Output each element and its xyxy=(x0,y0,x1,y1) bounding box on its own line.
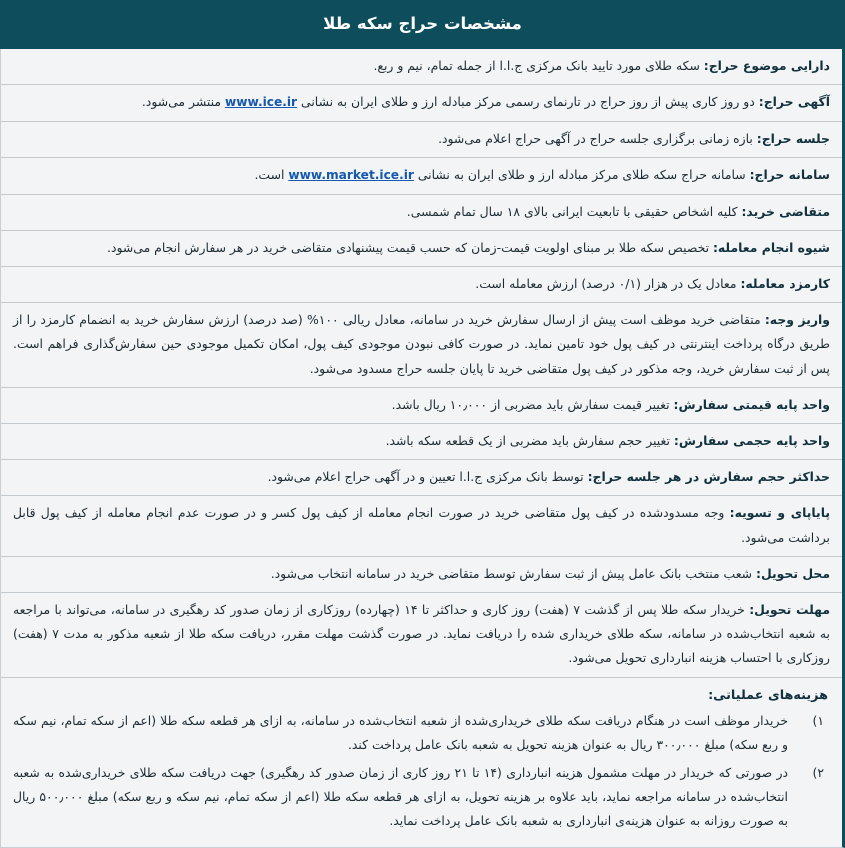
table-row xyxy=(1,388,842,424)
list-item-number: ۲) xyxy=(812,764,824,780)
row-value-after: است. xyxy=(254,166,289,182)
table-row xyxy=(1,496,842,556)
row-value: تغییر حجم سفارش باید مضربی از یک قطعه سکه باشد. xyxy=(385,433,674,449)
row-value: وجه مسدودشده در کیف پول متقاضی خرید در صورت انجام معامله از کیف پول کسر و در صورت عدم انجام معامله از کیف پول قابل برداشت می‌شود. xyxy=(13,505,830,545)
row-label: سامانه حراج: xyxy=(749,166,830,182)
row-label: مهلت تحویل: xyxy=(749,601,830,617)
page-title: مشخصات حراج سکه طلا xyxy=(0,0,845,49)
table-row xyxy=(1,593,842,678)
row-label: جلسه حراج: xyxy=(756,130,830,146)
row-label: واحد پایه قیمتی سفارش: xyxy=(673,396,830,412)
row-value: خریدار سکه طلا پس از گذشت ۷ (هفت) روز کاری و حداکثر تا ۱۴ (چهارده) روزکاری از زمان صدور کد رهگیری در سامانه، می‌تواند با مراجعه به شعبه انتخاب‌شده در سامانه، سکه طلای خریداری شده را دریافت نماید. در صورت گذشت مهلت مقرر، دریافت سکه طلا از شعبه مذکور به مدت ۷ (هفت) روزکاری با احتساب هزینه انبارداری تحویل می‌شود. xyxy=(13,601,830,666)
row-label: واحد پایه حجمی سفارش: xyxy=(673,433,830,449)
table-row xyxy=(1,158,842,195)
row-label: کارمزد معامله: xyxy=(740,276,830,292)
market-ice-website-link[interactable]: www.market.ice.ir xyxy=(288,167,414,182)
operational-costs-section xyxy=(1,678,842,848)
table-row xyxy=(1,195,842,231)
table-row xyxy=(1,303,842,388)
row-value-before: سامانه حراج سکه طلای مرکز مبادله ارز و طلای ایران به نشانی xyxy=(413,166,750,182)
row-label: حداکثر حجم سفارش در هر جلسه حراج: xyxy=(587,469,830,485)
row-label: پایاپای و تسویه: xyxy=(729,505,830,521)
row-value-after: منتشر می‌شود. xyxy=(141,93,225,109)
list-item-number: ۱) xyxy=(812,712,824,728)
specifications-table xyxy=(0,49,845,848)
ice-website-link[interactable]: www.ice.ir xyxy=(224,94,298,109)
list-item xyxy=(13,709,830,761)
table-row xyxy=(1,231,842,267)
table-row xyxy=(1,122,842,158)
table-row xyxy=(1,460,842,496)
row-value: بازه زمانی برگزاری جلسه حراج در آگهی حراج اعلام می‌شود. xyxy=(438,130,757,146)
row-value: توسط بانک مرکزی ج.ا.ا تعیین و در آگهی حراج اعلام می‌شود. xyxy=(267,469,588,485)
row-value: تخصیص سکه طلا بر مبنای اولویت قیمت-زمان که حسب قیمت پیشنهادی متقاضی خرید در هر سفارش انجام می‌شود. xyxy=(107,239,713,255)
row-label: محل تحویل: xyxy=(756,565,830,581)
table-row xyxy=(1,557,842,593)
list-item-text: در صورتی که خریدار در مهلت مشمول هزینه انبارداری (۱۴ تا ۲۱ روز کاری از زمان صدور کد رهگیری) جهت دریافت سکه طلای خریداری‌شده به شعبه انتخاب‌شده در سامانه مراجعه نماید، باید علاوه بر هزینه تحویل، به ازای هر قطعه سکه طلا (اعم از سکه تمام، نیم سکه و ربع سکه) مبلغ ۵۰۰٫۰۰۰ ریال به صورت روزانه به عنوان هزینه‌ی انبارداری به شعبه بانک عامل پرداخت نماید. xyxy=(13,764,788,829)
list-item-text: خریدار موظف است در هنگام دریافت سکه طلای خریداری‌شده از شعبه انتخاب‌شده در سامانه، به ازای هر قطعه سکه طلا (اعم از سکه تمام، نیم سکه و ربع سکه) مبلغ ۳۰۰٫۰۰۰ ریال به عنوان هزینه تحویل به شعبه بانک عامل پرداخت کند. xyxy=(13,712,788,752)
row-label: شیوه انجام معامله: xyxy=(712,239,830,255)
table-row xyxy=(1,49,842,85)
table-row xyxy=(1,85,842,122)
row-value: تغییر قیمت سفارش باید مضربی از ۱۰٫۰۰۰ ریال باشد. xyxy=(391,396,674,412)
list-item xyxy=(13,761,830,838)
row-value: کلیه اشخاص حقیقی با تابعیت ایرانی بالای ۱۸ سال تمام شمسی. xyxy=(406,203,742,219)
row-label: واریز وجه: xyxy=(764,312,831,328)
table-row xyxy=(1,424,842,460)
row-label: آگهی حراج: xyxy=(758,93,830,109)
row-value: معادل یک در هزار (۰/۱ درصد) ارزش معامله است. xyxy=(475,276,741,292)
row-label: متقاضی خرید: xyxy=(741,203,830,219)
row-value: سکه طلای مورد تایید بانک مرکزی ج.ا.ا از جمله تمام، نیم و ربع. xyxy=(373,57,704,73)
row-value: متقاضی خرید موظف است پیش از ارسال سفارش خرید در سامانه، معادل ریالی ۱۰۰% (صد درصد) ارزش سفارش خرید به انضمام کارمزد را از طریق درگاه پرداخت اینترنتی در کیف پول خود تامین نماید. در صورت کافی نبودن موجودی کیف پول، امکان تکمیل موجودی حین سفارش‌گذاری فراهم است. پس از ثبت سفارش خرید، وجه مذکور در کیف پول متقاضی خرید تا پایان جلسه حراج مسدود می‌شود. xyxy=(13,312,830,376)
row-value: شعب منتخب بانک عامل پیش از ثبت سفارش توسط متقاضی خرید در سامانه انتخاب می‌شود. xyxy=(270,565,756,581)
operational-costs-title: هزینه‌های عملیاتی: xyxy=(708,687,828,703)
table-row xyxy=(1,267,842,303)
row-label: دارایی موضوع حراج: xyxy=(703,57,830,73)
row-value-before: دو روز کاری پیش از روز حراج در تارنمای رسمی مرکز مبادله ارز و طلای ایران به نشانی xyxy=(297,93,759,109)
